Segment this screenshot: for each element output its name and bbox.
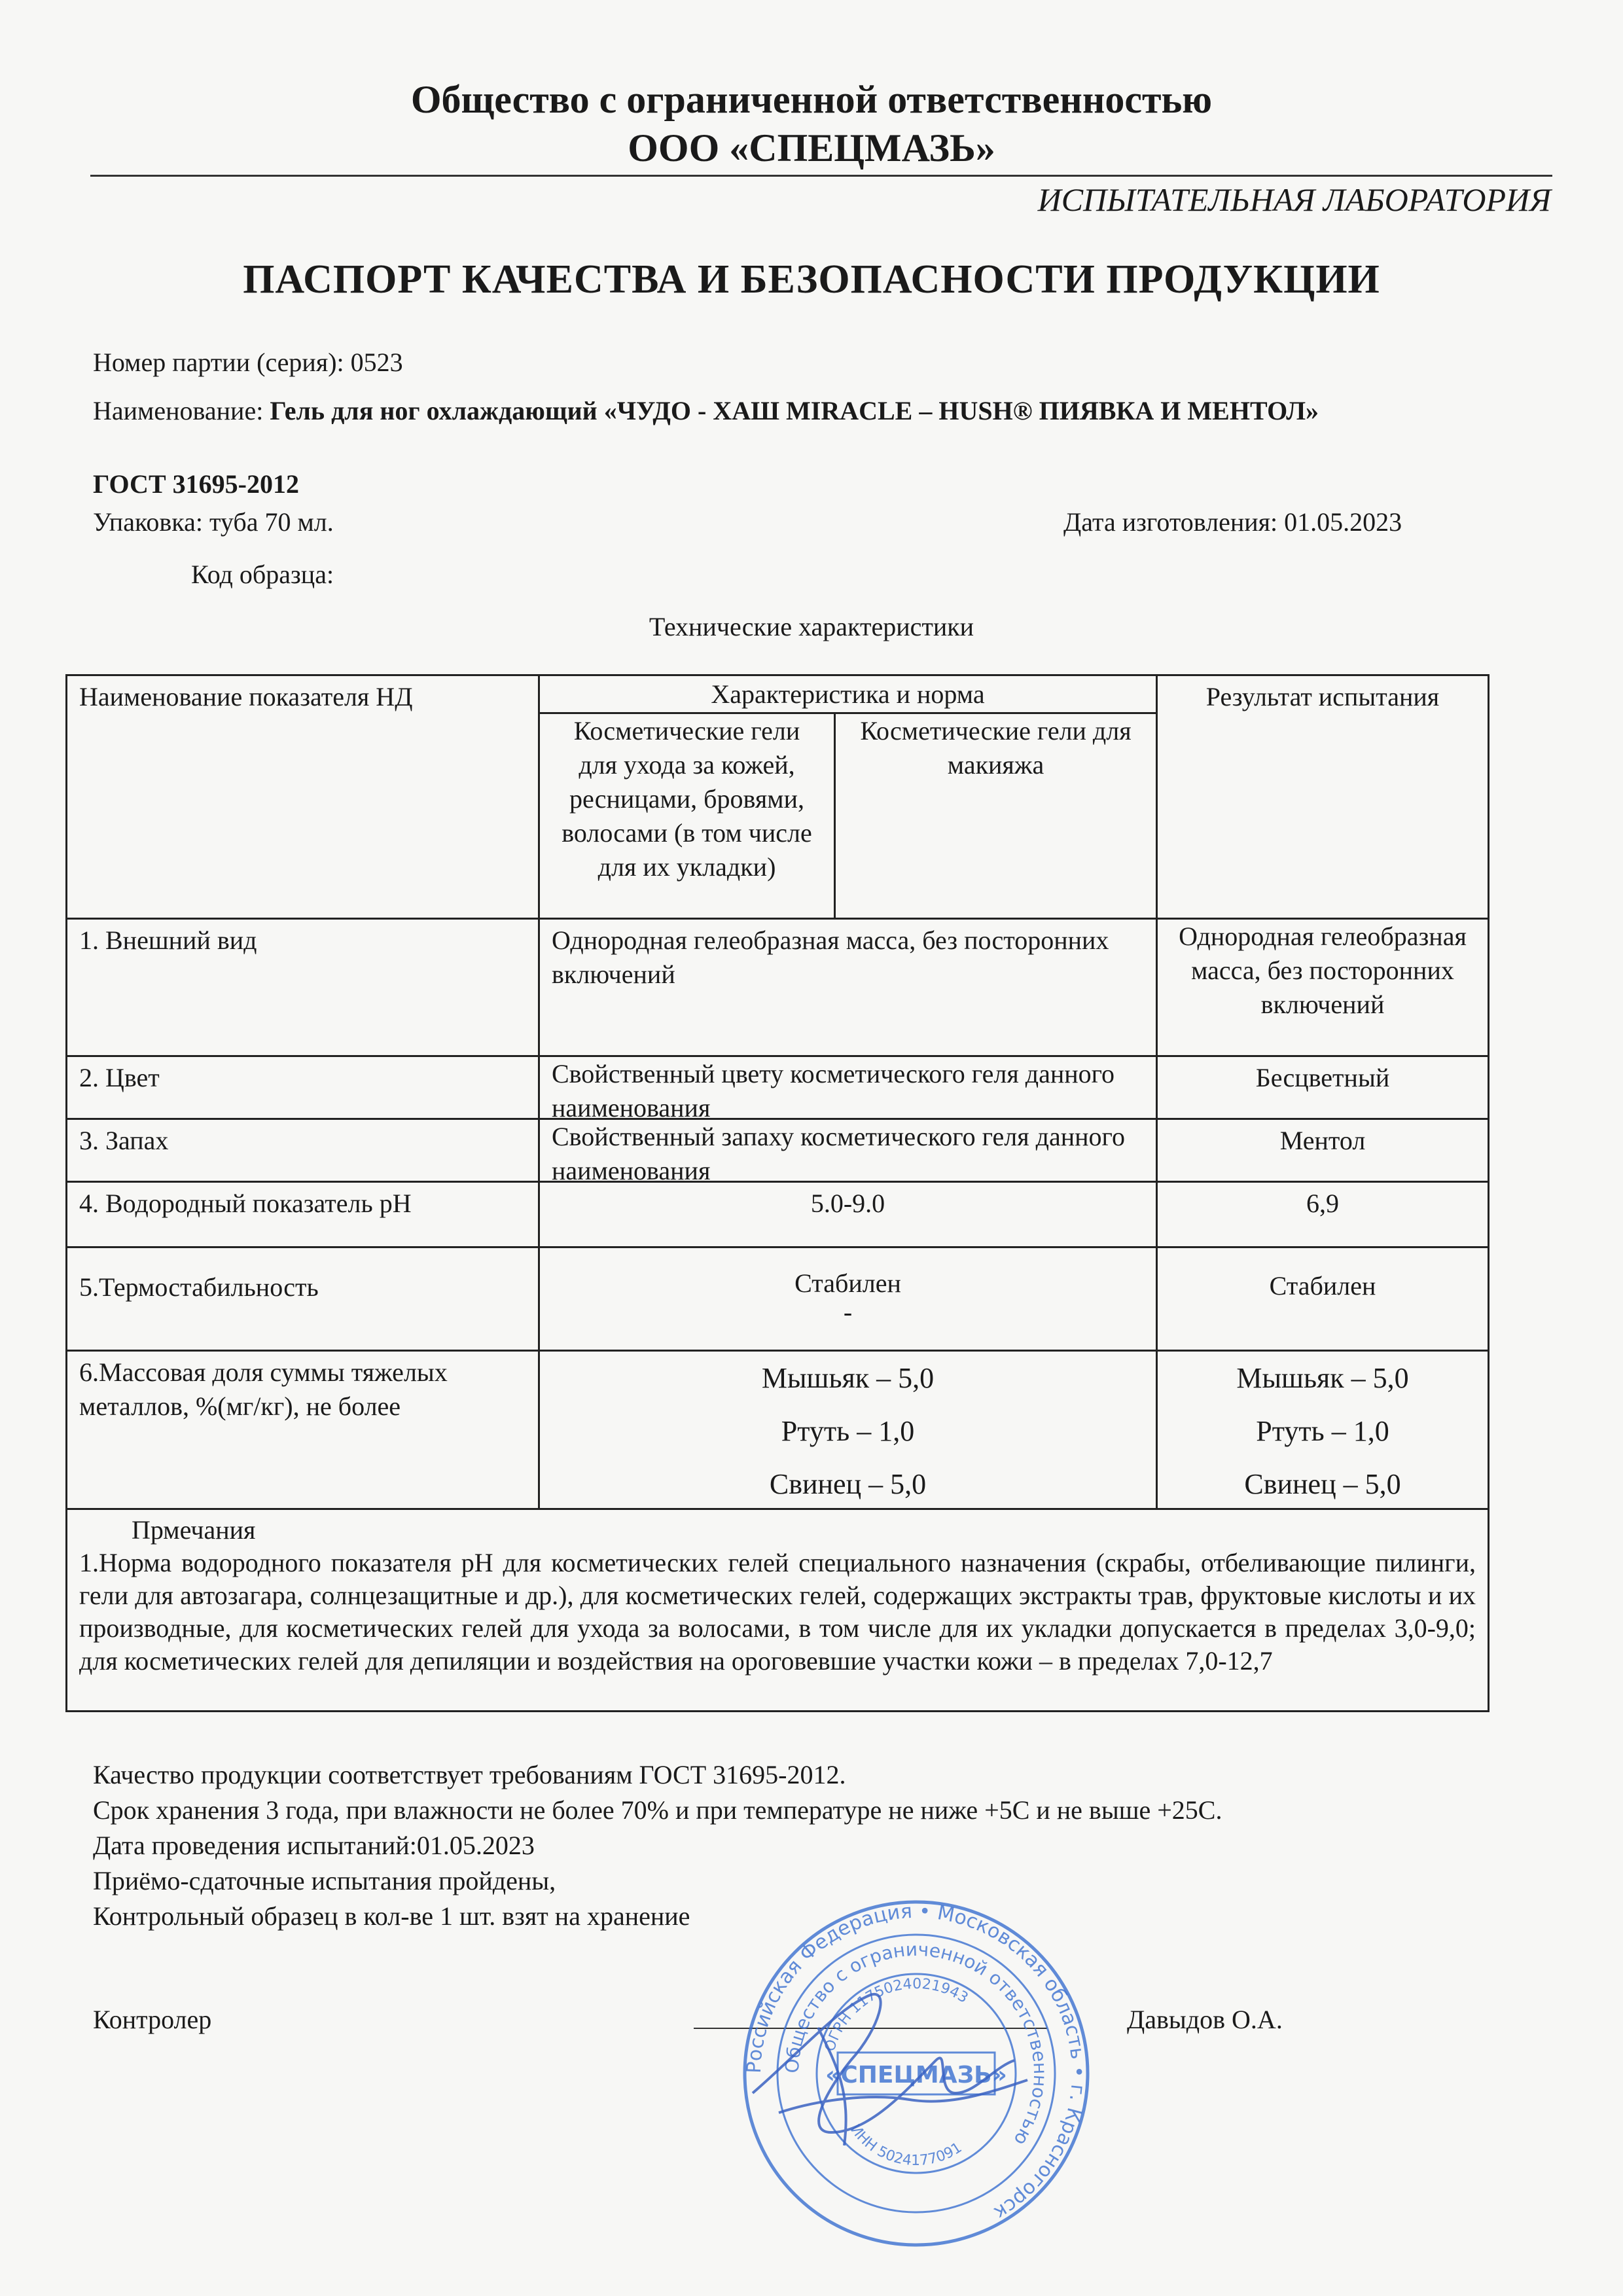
gost-standard: ГОСТ 31695-2012 (93, 469, 299, 499)
footer-control-sample: Контрольный образец в кол-ве 1 шт. взят на хранение (93, 1901, 690, 1931)
sub-col-care: Косметические гели для ухода за кожей, ресницами, бровями, волосами (в том числе для их укладки) (540, 714, 836, 920)
head-result: Результат испытания (1158, 676, 1488, 920)
footer-acceptance: Приёмо-сдаточные испытания пройдены, (93, 1866, 556, 1895)
row-6-norm-mercury: Ртуть – 1,0 (781, 1415, 915, 1447)
section-title: Технические характеристики (649, 612, 974, 641)
head-norm: Характеристика и норма (540, 676, 1158, 714)
row-4-name: 4. Водородный показатель pH (67, 1183, 540, 1248)
controller-label: Контролер (93, 2005, 212, 2034)
lab-label: ИСПЫТАТЕЛЬНАЯ ЛАБОРАТОРИЯ (1037, 181, 1551, 218)
row-6-result-mercury: Ртуть – 1,0 (1256, 1415, 1389, 1447)
footer-compliance: Качество продукции соответствует требованиям ГОСТ 31695-2012. (93, 1760, 846, 1789)
head-indicator: Наименование показателя НД (67, 676, 540, 920)
document-title: ПАСПОРТ КАЧЕСТВА И БЕЗОПАСНОСТИ ПРОДУКЦИИ (243, 257, 1380, 302)
row-6-norm-arsenic: Мышьяк – 5,0 (761, 1362, 935, 1394)
row-3-name: 3. Запах (67, 1120, 540, 1183)
row-1-norm: Однородная гелеобразная масса, без посторонних включений (540, 920, 1158, 1057)
row-5-name: 5.Термостабильность (67, 1248, 540, 1352)
manufacture-date: Дата изготовления: 01.05.2023 (1063, 507, 1402, 537)
row-5-result: Стабилен (1158, 1248, 1488, 1352)
org-full-name: Общество с ограниченной ответственностью (410, 78, 1213, 121)
stamp-outer-text: Российская Федерация • Московская область • г. Красногорск (742, 1899, 1090, 2225)
sub-col-makeup: Косметические гели для макияжа (836, 714, 1158, 920)
row-6-result-arsenic: Мышьяк – 5,0 (1236, 1362, 1409, 1394)
package-info: Упаковка: туба 70 мл. (93, 507, 334, 537)
row-5-norm-value: Стабилен (794, 1268, 901, 1298)
row-1-name: 1. Внешний вид (67, 920, 540, 1057)
row-6-norm-lead: Свинец – 5,0 (769, 1468, 927, 1500)
product-name-value: Гель для ног охлаждающий «ЧУДО - ХАШ MIRACLE – HUSH® ПИЯВКА И МЕНТОЛ» (270, 396, 1319, 425)
header-divider (90, 175, 1552, 177)
row-6-result-lead: Свинец – 5,0 (1244, 1468, 1401, 1500)
product-name (93, 394, 1487, 428)
stamp-mid-text: Общество с ограниченной ответственностью (781, 1938, 1052, 2149)
row-4-result: 6,9 (1158, 1183, 1488, 1248)
row-3-result: Ментол (1158, 1120, 1488, 1183)
stamp-center: «СПЕЦМАЗЬ» (825, 2062, 1007, 2089)
row-6-name: 6.Массовая доля суммы тяжелых металлов, %(мг/кг), не более (67, 1352, 540, 1510)
row-5-norm (540, 1248, 1158, 1352)
company-stamp (740, 1897, 1093, 2250)
row-1-result: Однородная гелеобразная масса, без посторонних включений (1158, 920, 1488, 1057)
row-6-norm (540, 1352, 1158, 1510)
product-name-label: Наименование: (93, 396, 270, 425)
characteristics-table (65, 674, 1489, 1712)
stamp-inn: ИНН 5024177091 (846, 2121, 965, 2170)
footer-storage: Срок хранения 3 года, при влажности не более 70% и при температуре не ниже +5С и не выше +25С. (93, 1795, 1222, 1825)
row-3-norm: Свойственный запаху косметического геля данного наименования (540, 1120, 1158, 1183)
notes-cell (67, 1510, 1488, 1710)
footer-test-date: Дата проведения испытаний:01.05.2023 (93, 1831, 535, 1860)
controller-name: Давыдов О.А. (1127, 2005, 1283, 2034)
row-2-name: 2. Цвет (67, 1057, 540, 1120)
row-5-norm-dash: - (843, 1297, 853, 1327)
row-2-result: Бесцветный (1158, 1057, 1488, 1120)
notes-body: 1.Норма водородного показателя pH для косметических гелей специального назначения (скрабы, отбеливающие пилинги, гели для автозагара, солнцезащитные и др.), для косметических гелей, содержащих экстракты трав, фруктовые кислоты и их производные, для косметических гелей для ухода за волосами, в том числе для их укладки допускается в пределах 3,0-9,0; для косметических гелей для депиляции и воздействия на ороговевшие участки кожи – в пределах 7,0-12,7 (79, 1548, 1476, 1676)
row-2-norm: Свойственный цвету косметического геля данного наименования (540, 1057, 1158, 1120)
notes-title: Прмечания (132, 1515, 256, 1545)
org-short-name: ООО «СПЕЦМАЗЬ» (628, 126, 995, 170)
sample-code: Код образца: (191, 560, 334, 589)
stamp-ogrn: ОГРН 1175024021943 (821, 1975, 971, 2054)
row-6-result (1158, 1352, 1488, 1510)
row-4-norm: 5.0-9.0 (540, 1183, 1158, 1248)
batch-number: Номер партии (серия): 0523 (93, 348, 403, 377)
